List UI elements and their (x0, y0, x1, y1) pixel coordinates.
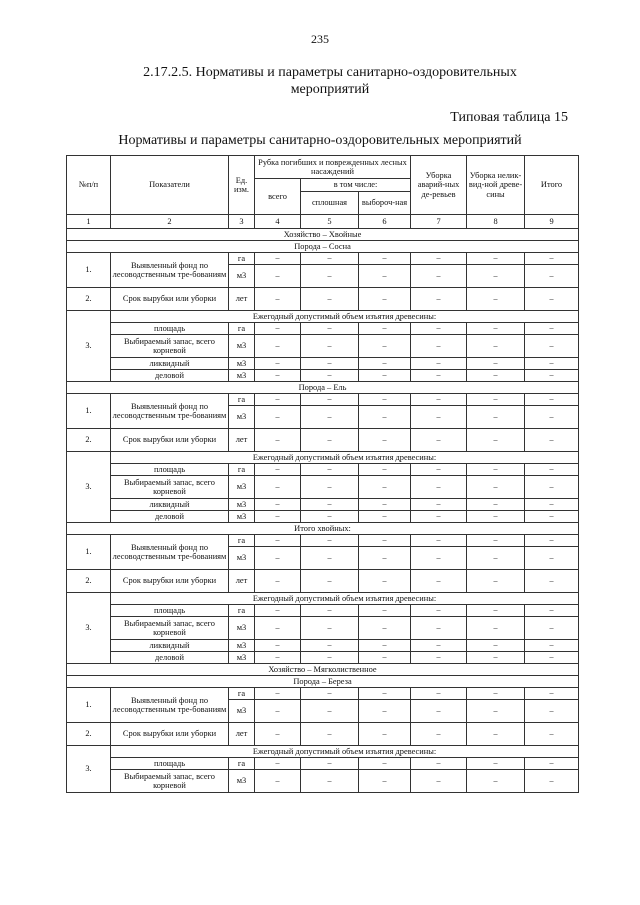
empty-value: – (411, 758, 467, 770)
empty-value: – (255, 723, 301, 746)
indicator-label: Выбираемый запас, всего корневой (111, 617, 229, 640)
row-number: 2. (67, 288, 111, 311)
row-number: 3. (67, 746, 111, 793)
table-row (67, 511, 579, 523)
empty-value: – (255, 652, 301, 664)
empty-value: – (525, 723, 579, 746)
empty-value: – (525, 358, 579, 370)
empty-value: – (467, 570, 525, 593)
empty-value: – (255, 265, 301, 288)
table-row (67, 746, 579, 758)
empty-value: – (467, 358, 525, 370)
empty-value: – (301, 770, 359, 793)
empty-value: – (301, 688, 359, 700)
empty-value: – (467, 253, 525, 265)
empty-value: – (359, 394, 411, 406)
farm-row (67, 664, 579, 676)
table-row (67, 311, 579, 323)
breed-row (67, 382, 579, 394)
table-row (67, 770, 579, 793)
indicator-label: площадь (111, 323, 229, 335)
column-number: 7 (411, 215, 467, 229)
unit-label: м3 (229, 370, 255, 382)
farm-row-label: Хозяйство – Мягколиственное (67, 664, 579, 676)
empty-value: – (525, 288, 579, 311)
empty-value: – (301, 335, 359, 358)
empty-value: – (525, 617, 579, 640)
empty-value: – (411, 358, 467, 370)
column-number: 9 (525, 215, 579, 229)
empty-value: – (359, 323, 411, 335)
empty-value: – (525, 335, 579, 358)
indicator-label: площадь (111, 605, 229, 617)
column-number: 3 (229, 215, 255, 229)
unit-label: м3 (229, 335, 255, 358)
unit-label: м3 (229, 358, 255, 370)
header-unit: Ед. изм. (229, 156, 255, 215)
empty-value: – (255, 700, 301, 723)
empty-value: – (359, 429, 411, 452)
empty-value: – (467, 335, 525, 358)
empty-value: – (301, 700, 359, 723)
empty-value: – (359, 605, 411, 617)
table-row (67, 253, 579, 265)
header-non-liquid: Уборка нелик-вид-ной древе-сины (467, 156, 525, 215)
empty-value: – (525, 429, 579, 452)
unit-label: м3 (229, 547, 255, 570)
empty-value: – (255, 406, 301, 429)
empty-value: – (467, 265, 525, 288)
empty-value: – (525, 464, 579, 476)
empty-value: – (255, 394, 301, 406)
empty-value: – (467, 652, 525, 664)
empty-value: – (359, 335, 411, 358)
empty-value: – (411, 652, 467, 664)
empty-value: – (467, 758, 525, 770)
empty-value: – (359, 499, 411, 511)
table-row (67, 758, 579, 770)
annual-volume-label: Ежегодный допустимый объем изъятия древесины: (111, 311, 579, 323)
empty-value: – (359, 617, 411, 640)
table-row (67, 605, 579, 617)
annual-volume-label: Ежегодный допустимый объем изъятия древесины: (111, 452, 579, 464)
row-number: 3. (67, 593, 111, 664)
empty-value: – (255, 323, 301, 335)
empty-value: – (525, 253, 579, 265)
empty-value: – (359, 688, 411, 700)
row-number: 1. (67, 535, 111, 570)
empty-value: – (467, 394, 525, 406)
header-felling: Рубка погибших и поврежденных лесных насаждений (255, 156, 411, 179)
unit-label: лет (229, 570, 255, 593)
empty-value: – (255, 464, 301, 476)
table-row (67, 499, 579, 511)
row-number: 1. (67, 688, 111, 723)
empty-value: – (301, 358, 359, 370)
table-header (67, 156, 579, 229)
empty-value: – (525, 476, 579, 499)
unit-label: га (229, 535, 255, 547)
row-number: 2. (67, 429, 111, 452)
column-number: 6 (359, 215, 411, 229)
empty-value: – (411, 688, 467, 700)
empty-value: – (359, 547, 411, 570)
indicator-label: Срок вырубки или уборки (111, 429, 229, 452)
indicator-label: Выбираемый запас, всего корневой (111, 335, 229, 358)
table-row (67, 688, 579, 700)
breed-row (67, 676, 579, 688)
annual-volume-label: Ежегодный допустимый объем изъятия древесины: (111, 746, 579, 758)
empty-value: – (255, 429, 301, 452)
empty-value: – (301, 570, 359, 593)
row-number: 3. (67, 452, 111, 523)
unit-label: га (229, 253, 255, 265)
empty-value: – (301, 406, 359, 429)
table-row (67, 464, 579, 476)
indicator-label: Срок вырубки или уборки (111, 570, 229, 593)
table-row (67, 358, 579, 370)
page-number: 235 (311, 32, 329, 46)
empty-value: – (411, 406, 467, 429)
unit-label: м3 (229, 700, 255, 723)
empty-value: – (411, 265, 467, 288)
empty-value: – (525, 511, 579, 523)
empty-value: – (359, 723, 411, 746)
empty-value: – (411, 617, 467, 640)
indicator-label: Срок вырубки или уборки (111, 723, 229, 746)
empty-value: – (525, 700, 579, 723)
empty-value: – (525, 652, 579, 664)
row-number: 2. (67, 723, 111, 746)
column-number: 2 (111, 215, 229, 229)
breed-row-label: Порода – Сосна (67, 241, 579, 253)
empty-value: – (467, 688, 525, 700)
empty-value: – (411, 511, 467, 523)
empty-value: – (301, 288, 359, 311)
empty-value: – (301, 640, 359, 652)
total-row-label: Итого хвойных: (67, 523, 579, 535)
empty-value: – (359, 464, 411, 476)
empty-value: – (525, 688, 579, 700)
empty-value: – (411, 394, 467, 406)
empty-value: – (525, 605, 579, 617)
unit-label: га (229, 688, 255, 700)
empty-value: – (255, 640, 301, 652)
indicator-label: Выбираемый запас, всего корневой (111, 476, 229, 499)
unit-label: лет (229, 723, 255, 746)
column-number: 4 (255, 215, 301, 229)
indicator-label: ликвидный (111, 358, 229, 370)
farm-row (67, 229, 579, 241)
column-number: 8 (467, 215, 525, 229)
row-number: 1. (67, 253, 111, 288)
empty-value: – (255, 570, 301, 593)
empty-value: – (359, 570, 411, 593)
empty-value: – (411, 464, 467, 476)
empty-value: – (467, 370, 525, 382)
empty-value: – (255, 288, 301, 311)
empty-value: – (525, 406, 579, 429)
indicator-label: деловой (111, 652, 229, 664)
header-selective: выбороч-ная (359, 192, 411, 215)
empty-value: – (411, 570, 467, 593)
empty-value: – (525, 499, 579, 511)
empty-value: – (301, 499, 359, 511)
total-row (67, 523, 579, 535)
empty-value: – (359, 476, 411, 499)
empty-value: – (301, 652, 359, 664)
empty-value: – (411, 547, 467, 570)
empty-value: – (525, 570, 579, 593)
breed-row (67, 241, 579, 253)
indicator-label: ликвидный (111, 499, 229, 511)
table-row (67, 593, 579, 605)
empty-value: – (255, 476, 301, 499)
empty-value: – (301, 464, 359, 476)
empty-value: – (255, 547, 301, 570)
table-row (67, 570, 579, 593)
empty-value: – (411, 535, 467, 547)
table-row (67, 394, 579, 406)
empty-value: – (255, 370, 301, 382)
empty-value: – (467, 535, 525, 547)
header-including: в том числе: (301, 179, 411, 192)
unit-label: га (229, 323, 255, 335)
empty-value: – (467, 617, 525, 640)
empty-value: – (467, 464, 525, 476)
empty-value: – (255, 511, 301, 523)
empty-value: – (301, 370, 359, 382)
unit-label: м3 (229, 617, 255, 640)
empty-value: – (301, 253, 359, 265)
table-title: Нормативы и параметры санитарно-оздоровительных мероприятий (118, 133, 522, 148)
empty-value: – (255, 688, 301, 700)
empty-value: – (255, 617, 301, 640)
empty-value: – (467, 547, 525, 570)
unit-label: м3 (229, 406, 255, 429)
empty-value: – (255, 335, 301, 358)
header-num: №п/п (67, 156, 111, 215)
empty-value: – (301, 617, 359, 640)
indicator-label: деловой (111, 370, 229, 382)
empty-value: – (301, 476, 359, 499)
table-row (67, 452, 579, 464)
empty-value: – (301, 605, 359, 617)
empty-value: – (255, 535, 301, 547)
empty-value: – (525, 547, 579, 570)
empty-value: – (359, 253, 411, 265)
breed-row-label: Порода – Ель (67, 382, 579, 394)
empty-value: – (411, 605, 467, 617)
empty-value: – (359, 406, 411, 429)
unit-label: м3 (229, 265, 255, 288)
unit-label: га (229, 394, 255, 406)
empty-value: – (255, 758, 301, 770)
empty-value: – (301, 758, 359, 770)
empty-value: – (467, 723, 525, 746)
empty-value: – (467, 323, 525, 335)
table-label: Типовая таблица 15 (450, 110, 568, 125)
empty-value: – (411, 640, 467, 652)
column-number: 1 (67, 215, 111, 229)
empty-value: – (525, 370, 579, 382)
empty-value: – (359, 640, 411, 652)
indicator-label: Срок вырубки или уборки (111, 288, 229, 311)
empty-value: – (255, 253, 301, 265)
empty-value: – (411, 288, 467, 311)
annual-volume-label: Ежегодный допустимый объем изъятия древесины: (111, 593, 579, 605)
unit-label: м3 (229, 770, 255, 793)
empty-value: – (301, 723, 359, 746)
empty-value: – (411, 700, 467, 723)
table-row (67, 652, 579, 664)
empty-value: – (411, 335, 467, 358)
empty-value: – (301, 394, 359, 406)
empty-value: – (359, 652, 411, 664)
unit-label: м3 (229, 652, 255, 664)
empty-value: – (301, 429, 359, 452)
table-row (67, 370, 579, 382)
header-total: всего (255, 179, 301, 215)
empty-value: – (467, 288, 525, 311)
unit-label: м3 (229, 499, 255, 511)
empty-value: – (467, 476, 525, 499)
empty-value: – (255, 605, 301, 617)
empty-value: – (301, 323, 359, 335)
empty-value: – (411, 429, 467, 452)
empty-value: – (255, 358, 301, 370)
header-indicators: Показатели (111, 156, 229, 215)
table-row (67, 640, 579, 652)
unit-label: лет (229, 429, 255, 452)
table-row (67, 535, 579, 547)
table-row (67, 617, 579, 640)
empty-value: – (411, 499, 467, 511)
empty-value: – (411, 476, 467, 499)
indicator-label: площадь (111, 464, 229, 476)
breed-row-label: Порода – Береза (67, 676, 579, 688)
empty-value: – (411, 723, 467, 746)
table-row (67, 476, 579, 499)
empty-value: – (301, 511, 359, 523)
table-row (67, 335, 579, 358)
empty-value: – (467, 429, 525, 452)
empty-value: – (301, 535, 359, 547)
empty-value: – (359, 288, 411, 311)
unit-label: м3 (229, 476, 255, 499)
empty-value: – (359, 511, 411, 523)
empty-value: – (525, 265, 579, 288)
indicator-label: Выявленный фонд по лесоводственным тре-бованиям (111, 688, 229, 723)
indicator-label: Выявленный фонд по лесоводственным тре-бованиям (111, 253, 229, 288)
empty-value: – (525, 394, 579, 406)
indicator-label: Выявленный фонд по лесоводственным тре-бованиям (111, 535, 229, 570)
empty-value: – (255, 770, 301, 793)
unit-label: га (229, 758, 255, 770)
empty-value: – (525, 770, 579, 793)
row-number: 2. (67, 570, 111, 593)
empty-value: – (359, 770, 411, 793)
empty-value: – (525, 758, 579, 770)
empty-value: – (359, 370, 411, 382)
unit-label: м3 (229, 640, 255, 652)
empty-value: – (359, 265, 411, 288)
header-itogo: Итого (525, 156, 579, 215)
empty-value: – (301, 547, 359, 570)
section-title: 2.17.2.5. Нормативы и параметры санитарно-оздоровительных мероприятий (143, 65, 517, 97)
empty-value: – (359, 758, 411, 770)
empty-value: – (359, 700, 411, 723)
empty-value: – (359, 358, 411, 370)
column-number: 5 (301, 215, 359, 229)
table-body (67, 229, 579, 793)
table-row (67, 723, 579, 746)
row-number: 3. (67, 311, 111, 382)
empty-value: – (467, 499, 525, 511)
norms-table (66, 155, 579, 793)
empty-value: – (525, 323, 579, 335)
empty-value: – (411, 253, 467, 265)
unit-label: га (229, 605, 255, 617)
empty-value: – (467, 770, 525, 793)
empty-value: – (411, 323, 467, 335)
empty-value: – (411, 370, 467, 382)
farm-row-label: Хозяйство – Хвойные (67, 229, 579, 241)
indicator-label: деловой (111, 511, 229, 523)
unit-label: га (229, 464, 255, 476)
empty-value: – (525, 535, 579, 547)
unit-label: лет (229, 288, 255, 311)
indicator-label: Выбираемый запас, всего корневой (111, 770, 229, 793)
empty-value: – (467, 640, 525, 652)
indicator-label: Выявленный фонд по лесоводственным тре-бованиям (111, 394, 229, 429)
empty-value: – (525, 640, 579, 652)
column-number-row (67, 215, 579, 229)
empty-value: – (467, 406, 525, 429)
empty-value: – (301, 265, 359, 288)
empty-value: – (467, 700, 525, 723)
empty-value: – (467, 511, 525, 523)
table-row (67, 323, 579, 335)
indicator-label: площадь (111, 758, 229, 770)
empty-value: – (359, 535, 411, 547)
header-clear: сплошная (301, 192, 359, 215)
row-number: 1. (67, 394, 111, 429)
header-salvage: Уборка аварий-ных де-ревьев (411, 156, 467, 215)
indicator-label: ликвидный (111, 640, 229, 652)
table-row (67, 288, 579, 311)
table-row (67, 429, 579, 452)
unit-label: м3 (229, 511, 255, 523)
empty-value: – (467, 605, 525, 617)
empty-value: – (255, 499, 301, 511)
empty-value: – (411, 770, 467, 793)
